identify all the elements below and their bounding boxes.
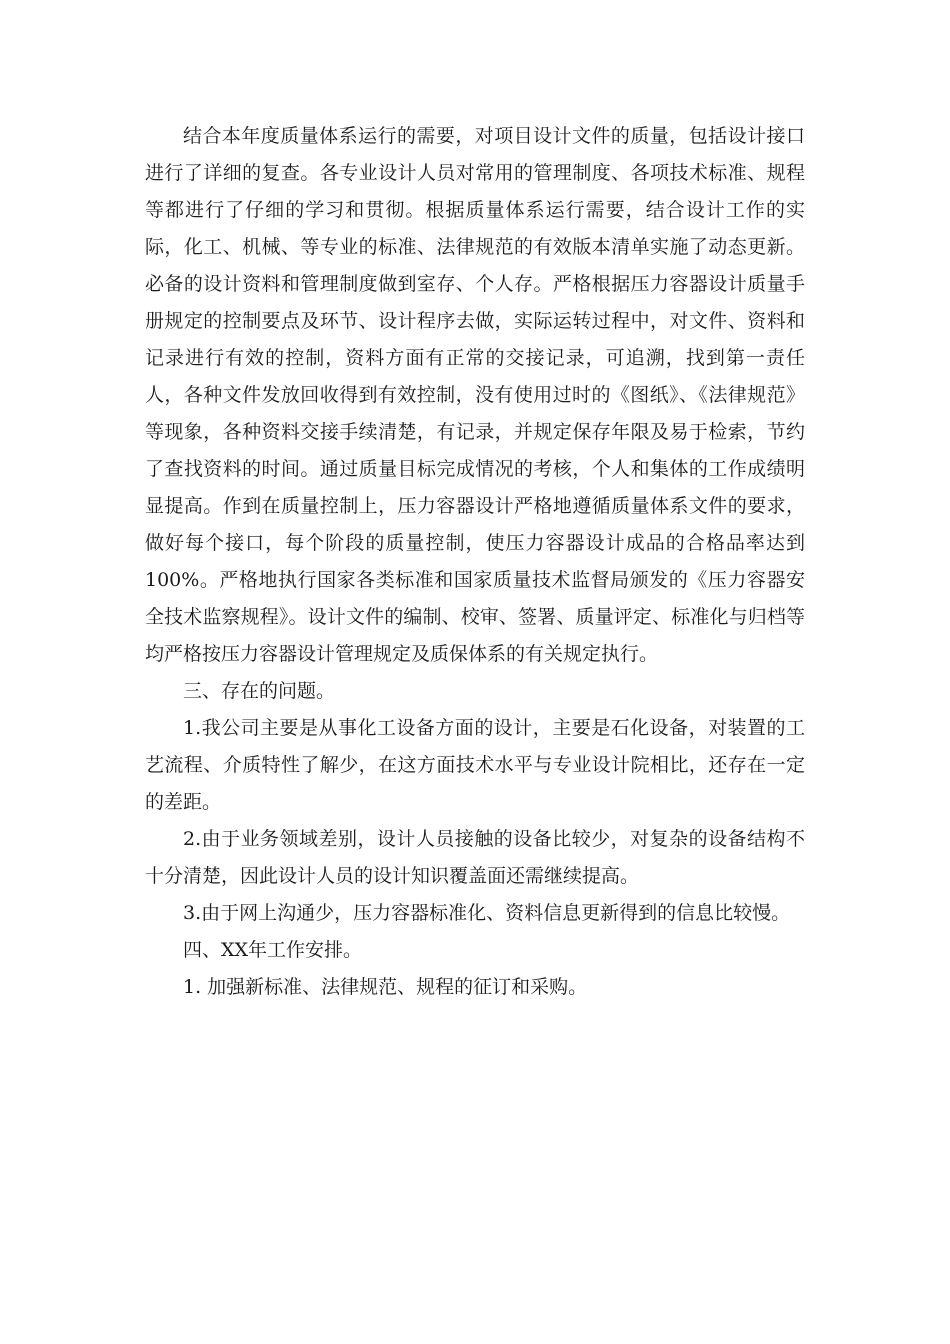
section-heading-problems: 三、存在的问题。 [183, 680, 336, 702]
problem-item-1: 1.我公司主要是从事化工设备方面的设计，主要是石化设备，对装置的工艺流程、介质特性了解少，在这方面技术水平与专业设计院相比，还存在一定的差距。 [145, 717, 805, 813]
paragraph-quality-control: 结合本年度质量体系运行的需要，对项目设计文件的质量，包括设计接口进行了详细的复查。各专业设计人员对常用的管理制度、各项技术标准、规程等都进行了仔细的学习和贯彻。根据质量体系运行需要，结合设计工作的实际，化工、机械、等专业的标准、法律规范的有效版本清单实施了动态更新。必备的设计资料和管理制度做到室存、个人存。严格根据压力容器设计质量手册规定的控制要点及环节、设计程序去做，实际运转过程中，对文件、资料和记录进行有效的控制，资料方面有正常的交接记录，可追溯，找到第一责任人，各种文件发放回收得到有效控制，没有使用过时的《图纸》、《法律规范》等现象，各种资料交接手续清楚，有记录，并规定保存年限及易于检索，节约了查找资料的时间。通过质量目标完成情况的考核，个人和集体的工作成绩明显提高。作到在质量控制上，压力容器设计严格地遵循质量体系文件的要求，做好每个接口，每个阶段的质量控制，使压力容器设计成品的合格品率达到100%。严格地执行国家各类标准和国家质量技术监督局颁发的《压力容器安全技术监察规程》。设计文件的编制、校审、签署、质量评定、标准化与归档等均严格按压力容器设计管理规定及质保体系的有关规定执行。 [145, 125, 805, 665]
problem-item-3: 3.由于网上沟通少，压力容器标准化、资料信息更新得到的信息比较慢。 [183, 902, 791, 924]
problem-item-2: 2.由于业务领域差别，设计人员接触的设备比较少，对复杂的设备结构不十分清楚，因此设计人员的设计知识覆盖面还需继续提高。 [145, 828, 805, 887]
work-plan-item-1: 1. 加强新标准、法律规范、规程的征订和采购。 [183, 976, 588, 998]
section-heading-work-plan: 四、XX年工作安排。 [183, 939, 363, 961]
document-body [145, 118, 805, 1006]
